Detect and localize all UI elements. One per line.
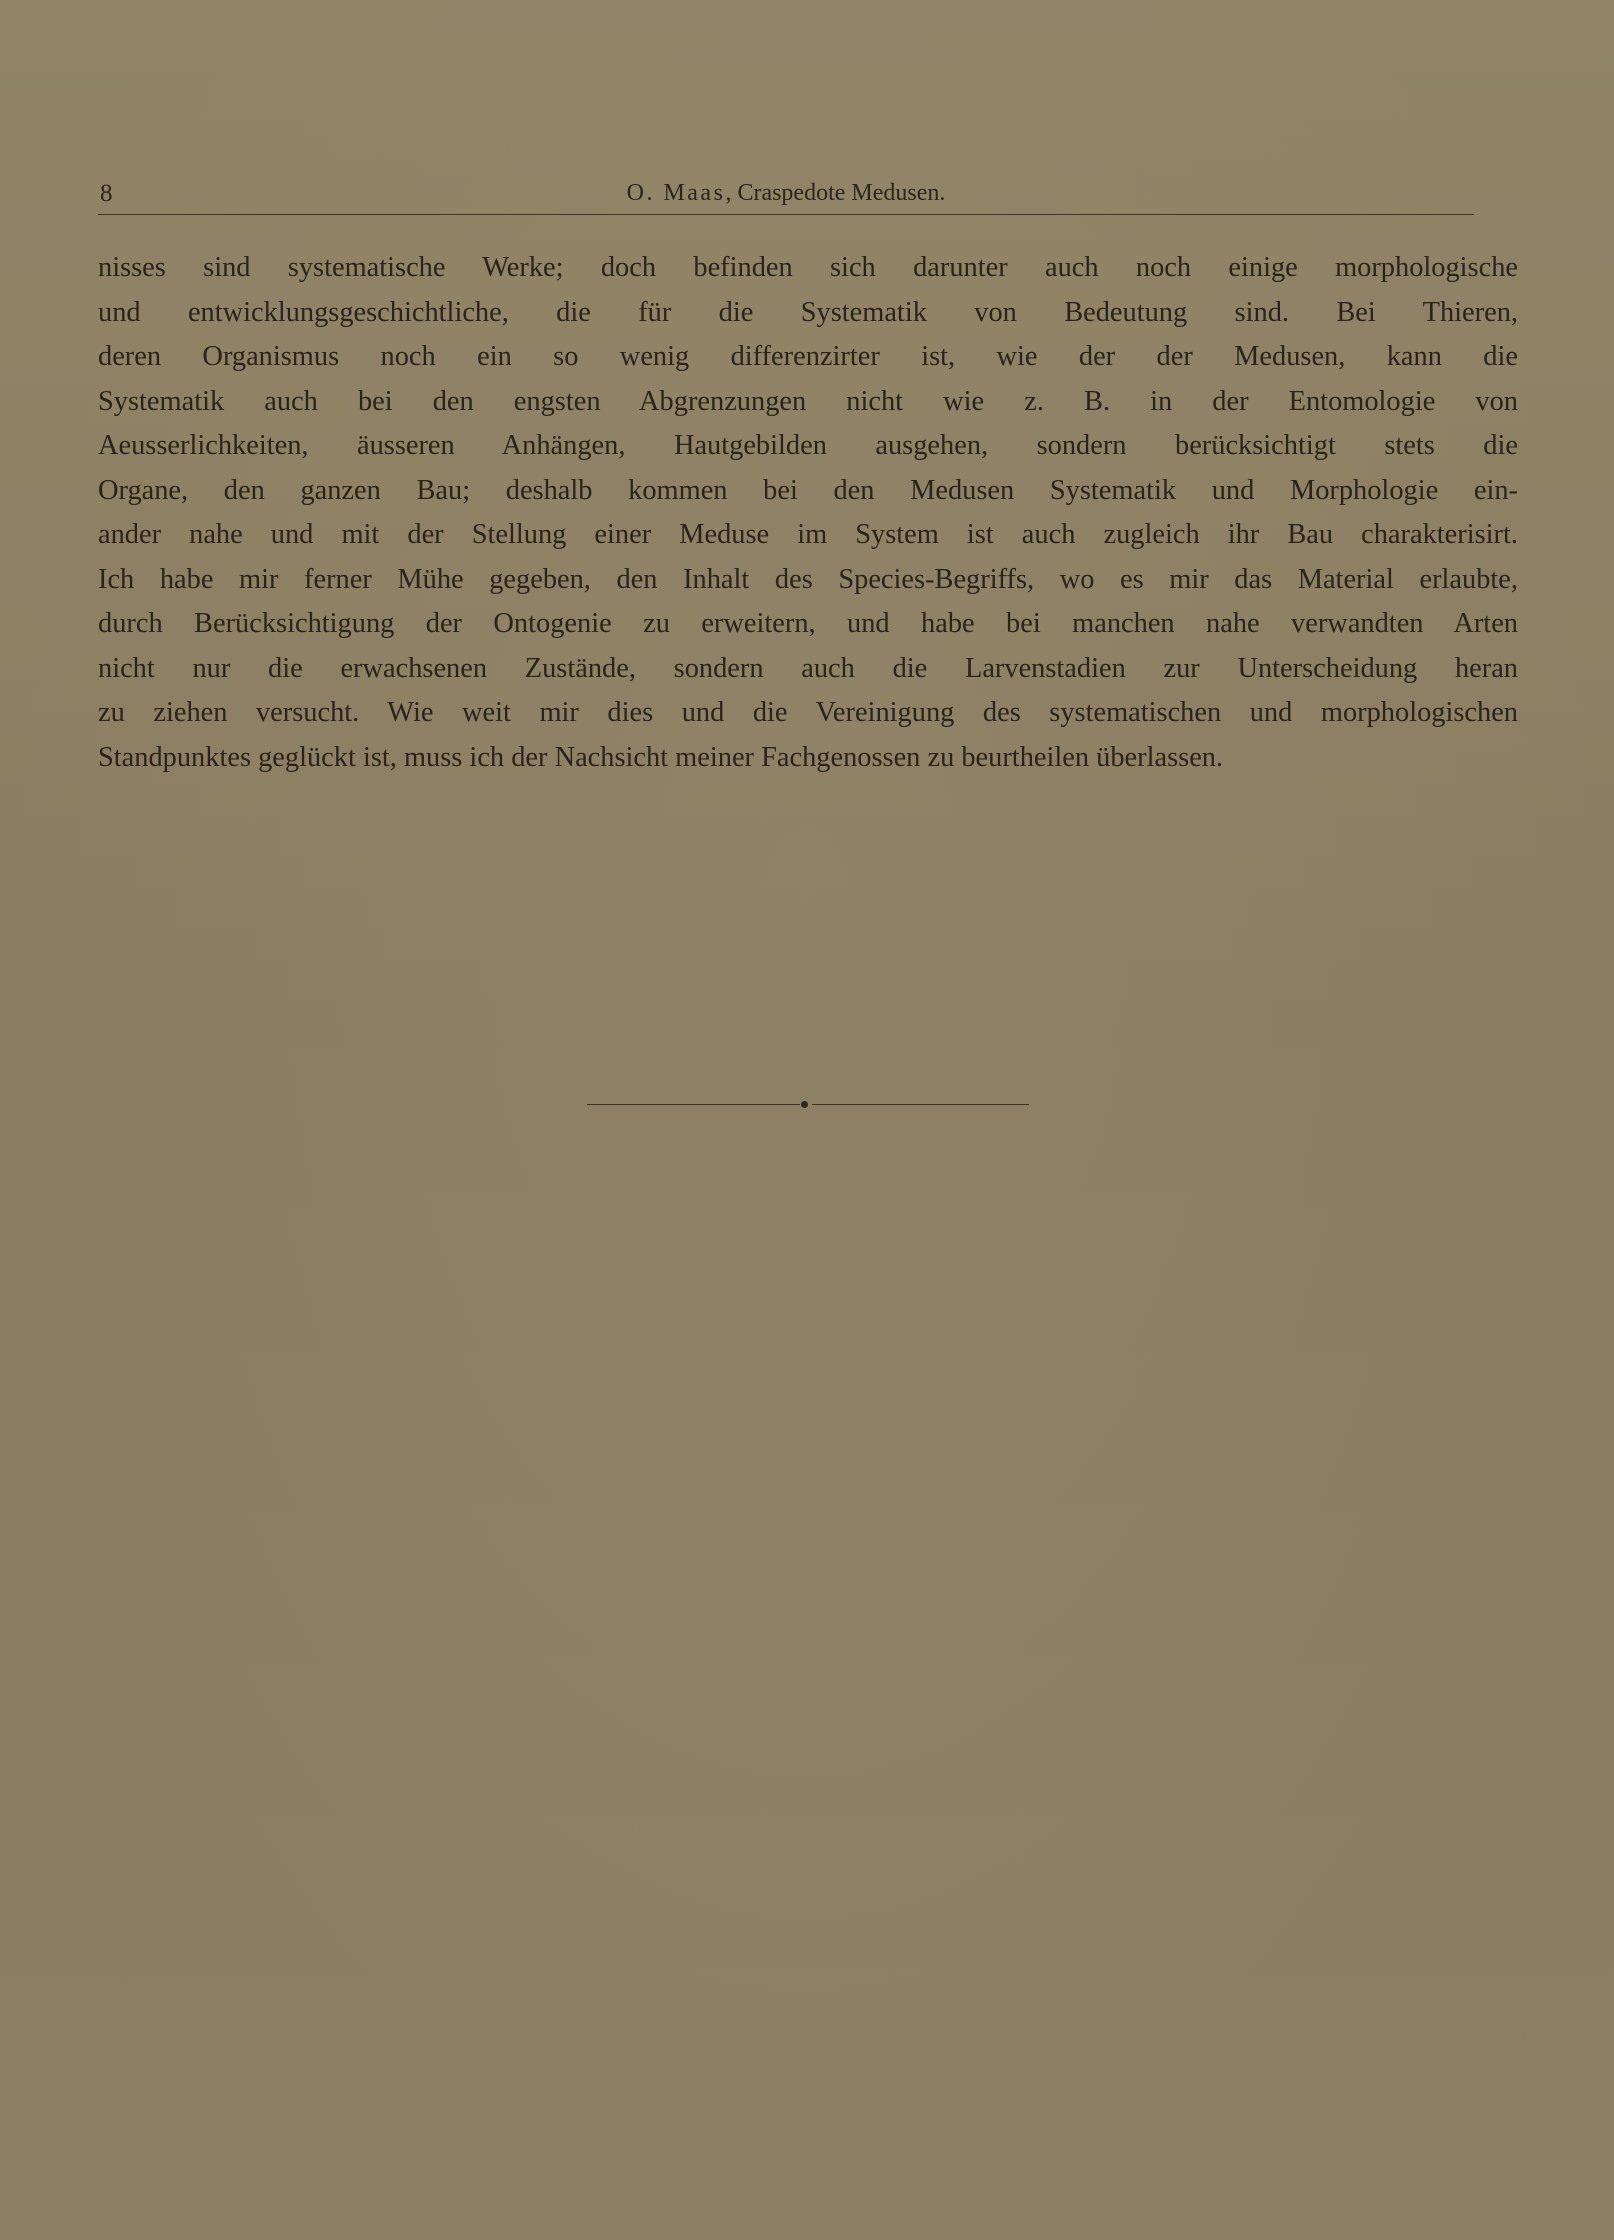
text-line: Ich habe mir ferner Mühe gegeben, den Inhalt des Species-Begriffs, wo es mir das Material erlaubte, <box>98 563 1518 595</box>
text-line: nicht nur die erwachsenen Zustände, sondern auch die Larvenstadien zur Unterscheidung heran <box>98 652 1518 684</box>
text-line: zu ziehen versucht. Wie weit mir dies und die Vereinigung des systematischen und morphologischen <box>98 697 1518 728</box>
ornament-rule-left <box>587 1104 800 1105</box>
text-line: deren Organismus noch ein so wenig differenzirter ist, wie der der Medusen, kann die <box>98 341 1518 372</box>
running-title <box>98 180 1474 207</box>
end-ornament-rule <box>587 1100 1029 1110</box>
text-line: und entwicklungsgeschichtliche, die für die Systematik von Bedeutung sind. Bei Thieren, <box>98 296 1518 328</box>
text-line: durch Berücksichtigung der Ontogenie zu erweitern, und habe bei manchen nahe verwandten Arten <box>98 608 1518 639</box>
body-paragraph <box>98 246 1518 780</box>
title-separator: , <box>725 180 738 206</box>
ornament-rule-right <box>812 1104 1029 1105</box>
author-name: O. Maas <box>626 180 726 206</box>
text-line: Aeusserlichkeiten, äusseren Anhängen, Hautgebilden ausgehen, sondern berücksichtigt stets die <box>98 430 1518 461</box>
text-line: Standpunktes geglückt ist, muss ich der Nachsicht meiner Fachgenossen zu beurtheilen überlassen. <box>98 741 1224 773</box>
text-line: Organe, den ganzen Bau; deshalb kommen bei den Medusen Systematik und Morphologie ein- <box>98 474 1518 506</box>
work-title: Craspedote Medusen. <box>737 180 946 206</box>
text-line: ander nahe und mit der Stellung einer Meduse im System ist auch zugleich ihr Bau charakterisirt. <box>98 519 1518 550</box>
page-number: 8 <box>100 180 113 207</box>
running-head <box>98 178 1474 215</box>
text-line: nisses sind systematische Werke; doch befinden sich darunter auch noch einige morphologische <box>98 252 1518 283</box>
ornament-dot-icon <box>801 1101 808 1108</box>
text-line: Systematik auch bei den engsten Abgrenzungen nicht wie z. B. in der Entomologie von <box>98 385 1518 417</box>
